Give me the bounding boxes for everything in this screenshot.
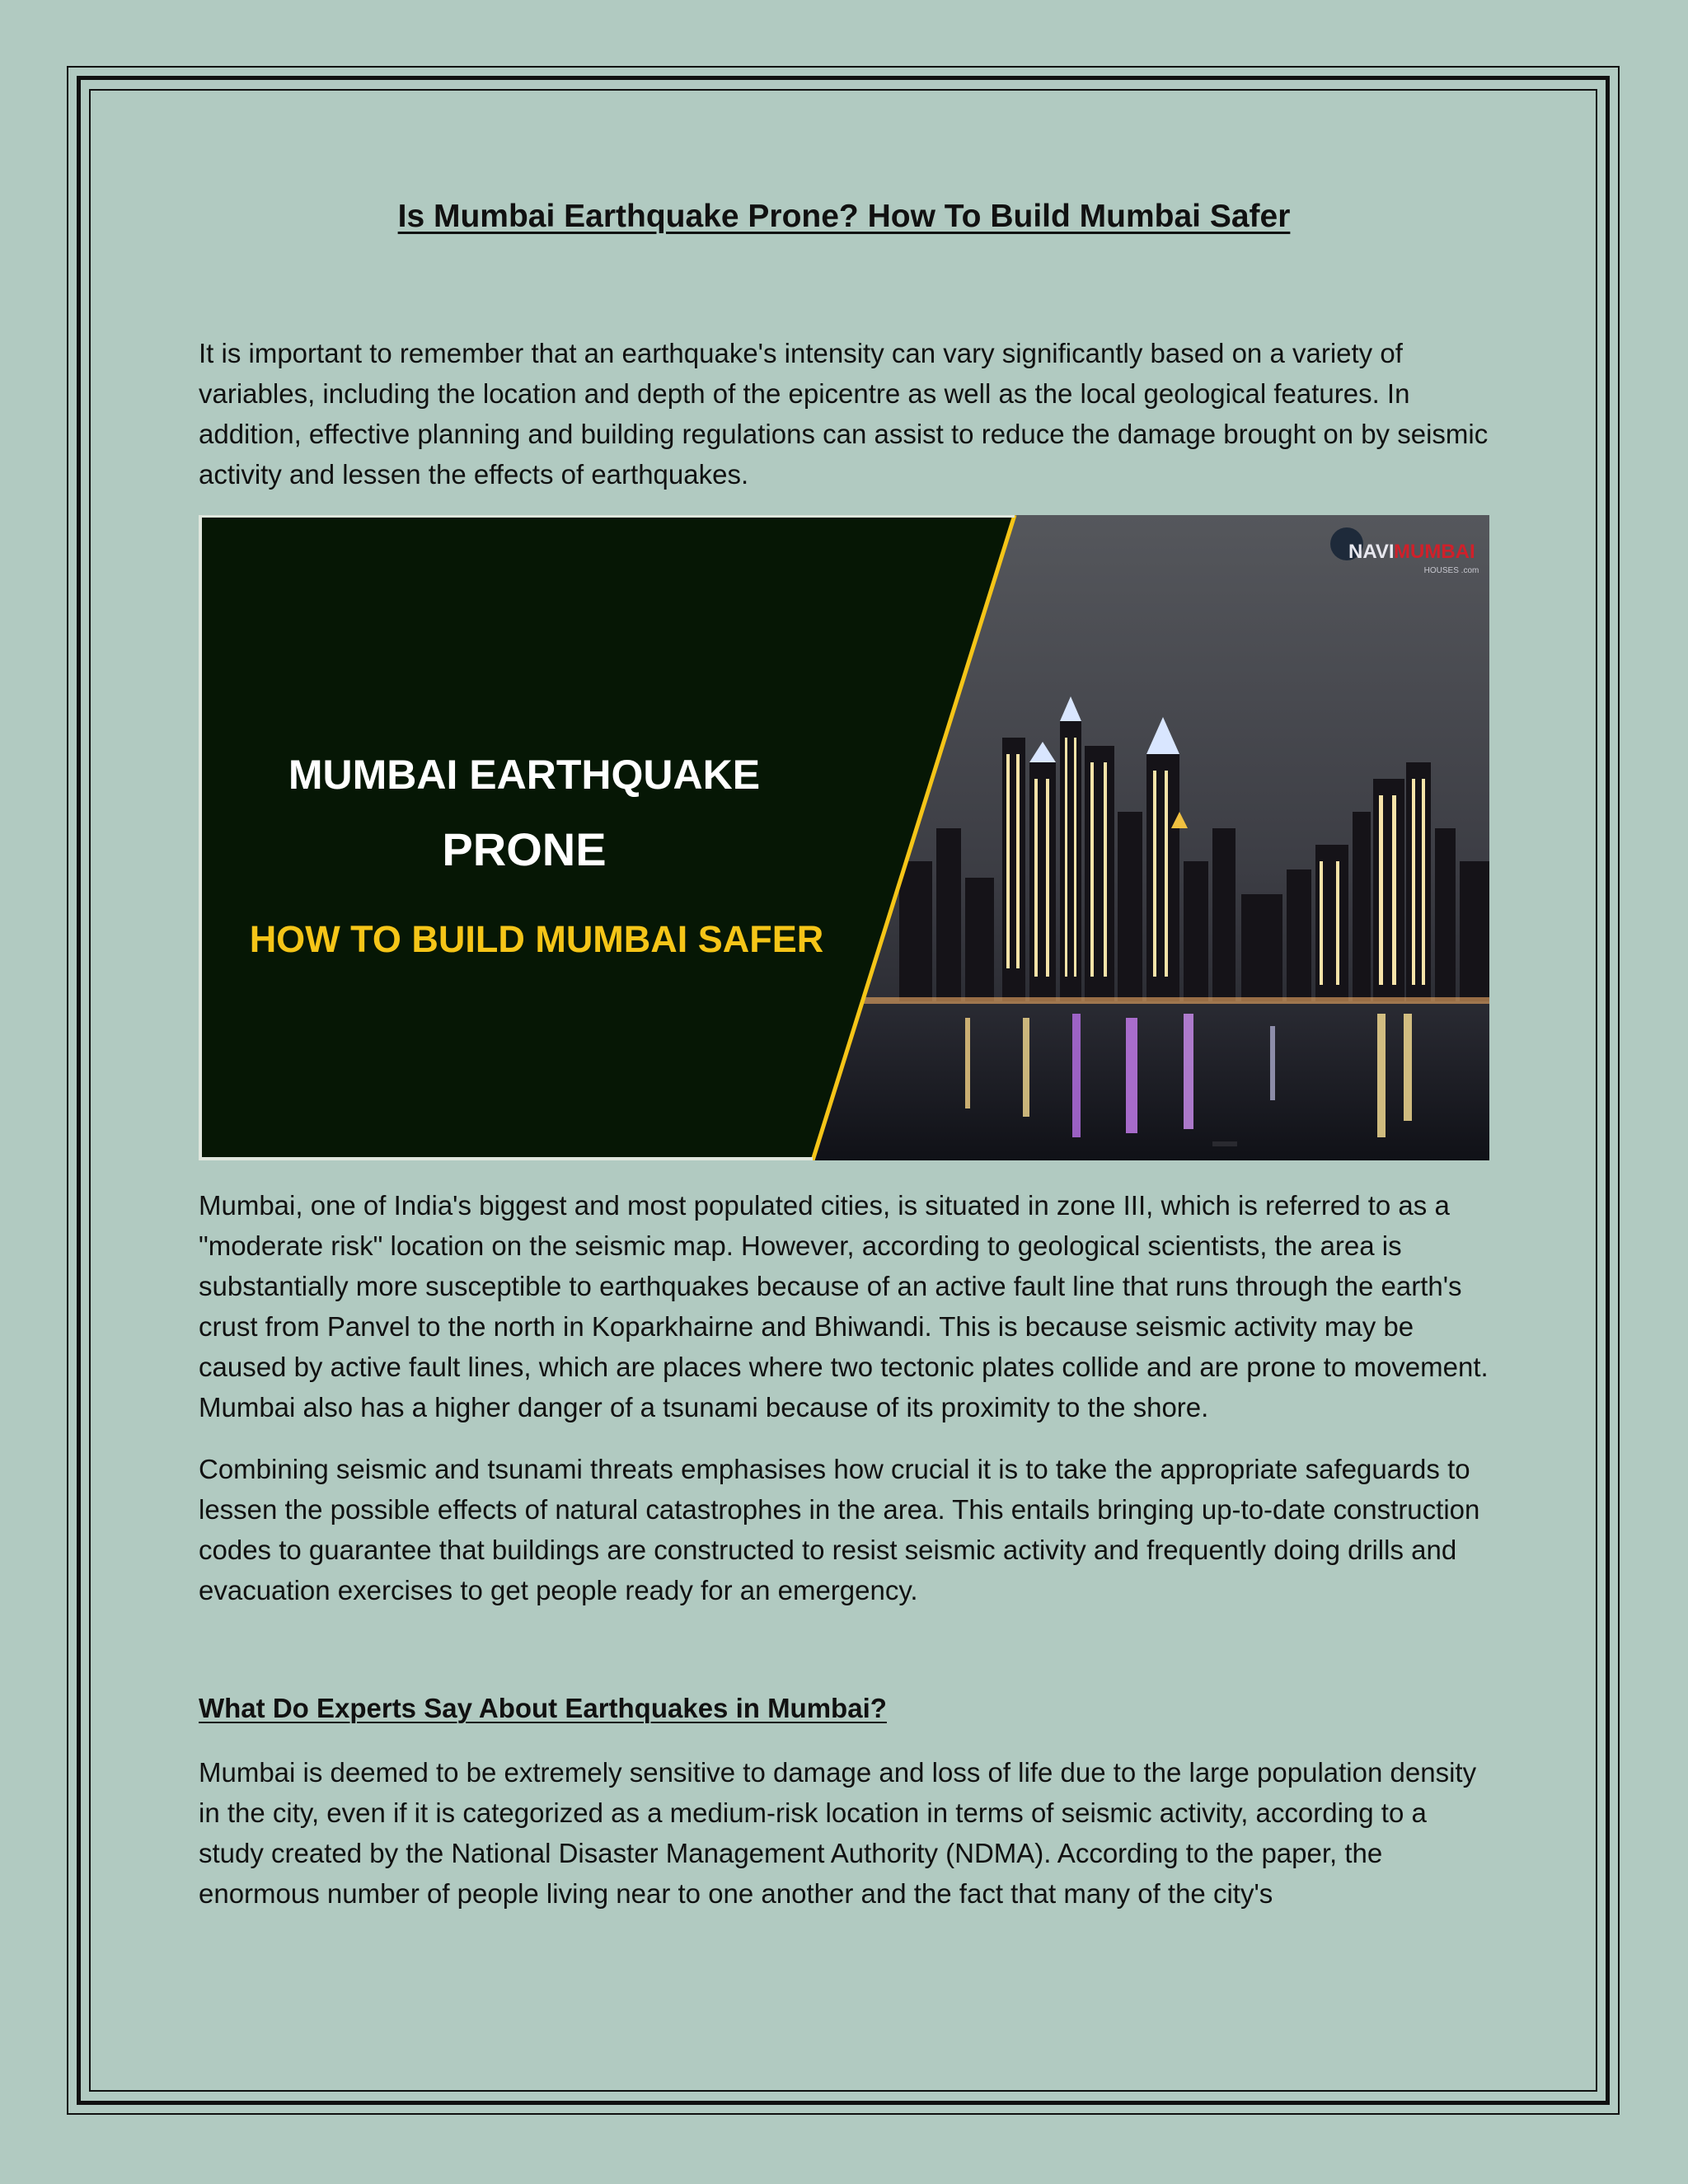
experts-subheading: What Do Experts Say About Earthquakes in Mumbai? xyxy=(199,1693,887,1723)
banner-line-1: MUMBAI EARTHQUAKE xyxy=(288,752,761,798)
logo-subtext: HOUSES .com xyxy=(1423,566,1479,575)
boat xyxy=(1212,1141,1237,1146)
logo-word-mumbai: MUMBAI xyxy=(1394,541,1475,563)
banner-image xyxy=(199,515,1489,1160)
banner-top-edge xyxy=(199,515,1015,518)
article-title: Is Mumbai Earthquake Prone? How To Build Mumbai Safer xyxy=(397,199,1291,234)
logo-word-navi: NAVI xyxy=(1348,541,1395,563)
banner-line-3: HOW TO BUILD MUMBAI SAFER xyxy=(249,918,824,960)
ndma-paragraph: Mumbai is deemed to be extremely sensitive to damage and loss of life due to the large population density in the city, even if it is categorized as a medium-risk location in terms of seismic activity, according to a study created by the National Disaster Management Authority (NDMA). According to the paper, the enormous number of people living near to one another and the fact that many of the city's xyxy=(199,1757,1477,1909)
zone-paragraph: Mumbai, one of India's biggest and most populated cities, is situated in zone III, which is referred to as a "moderate risk" location on the seismic map. However, according to geological scientists, the area is substantially more susceptible to earthquakes because of an active fault line that runs through the earth's crust from Panvel to the north in Koparkhairne and Bhiwandi. This is because seismic activity may be caused by active fault lines, which are places where two tectonic plates collide and are prone to movement. Mumbai also has a higher danger of a tsunami because of its proximity to the shore. xyxy=(199,1190,1489,1422)
banner-line-2: PRONE xyxy=(442,823,607,875)
banner-left-edge xyxy=(199,515,202,1160)
intro-paragraph: It is important to remember that an earthquake's intensity can vary significantly based on a variety of variables, including the location and depth of the epicentre as well as the local geological features. In addition, effective planning and building regulations can assist to reduce the damage brought on by seismic activity and lessen the effects of earthquakes. xyxy=(199,338,1489,490)
safeguards-paragraph: Combining seismic and tsunami threats emphasises how crucial it is to take the appropriate safeguards to lessen the possible effects of natural catastrophes in the area. This entails bringing up-to-date construction codes to guarantee that buildings are constructed to resist seismic activity and frequently doing drills and evacuation exercises to get people ready for an emergency. xyxy=(199,1454,1480,1605)
banner-bottom-edge xyxy=(199,1157,813,1160)
